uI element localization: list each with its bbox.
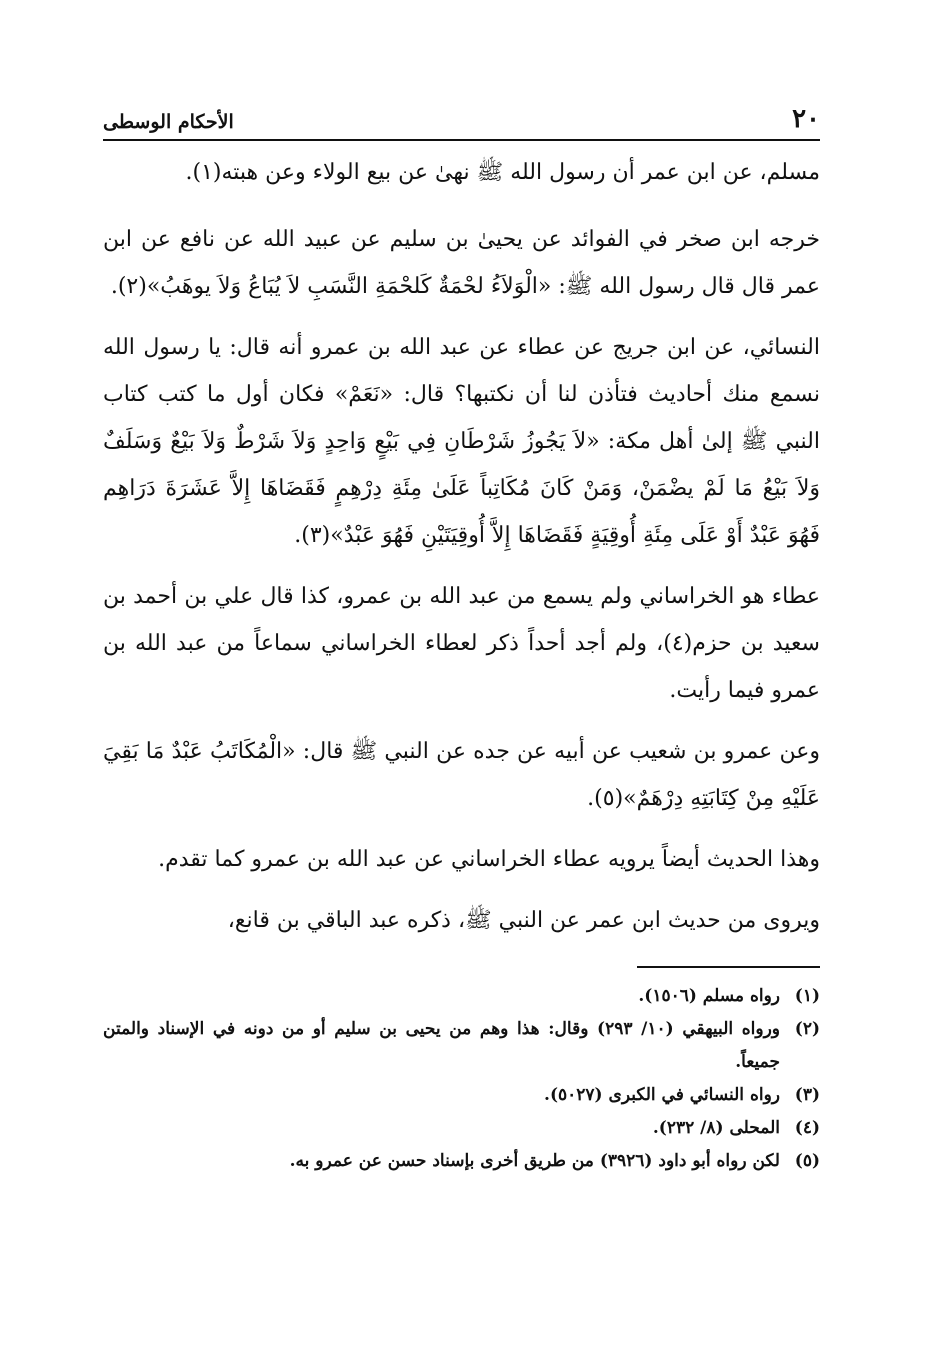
footnote [103, 980, 820, 1013]
footnote-text: ورواه البيهقي (١٠/ ٢٩٣) وقال: هذا وهم من يحيى بن سليم أو من دونه في الإسناد والمتن جميعاً. [103, 1019, 780, 1072]
book-title: الأحكام الوسطى [103, 111, 234, 133]
footnote-number: (٣) [794, 1085, 820, 1105]
running-head [103, 95, 820, 141]
paragraph: ويروى من حديث ابن عمر عن النبي ﷺ، ذكره عبد الباقي بن قانع، [227, 908, 820, 933]
footnote [103, 1079, 820, 1112]
footnote-number: (٥) [794, 1151, 820, 1171]
footnote [103, 1112, 820, 1145]
footnote-text: المحلى (٨/ ٢٣٢). [652, 1118, 780, 1138]
footnote [103, 1145, 820, 1178]
paragraph: خرجه ابن صخر في الفوائد عن يحيىٰ بن سليم عن عبيد الله عن نافع عن ابن عمر قال قال رسول الله ﷺ: «الْوَلاَءُ لحْمَةٌ كَلحْمَةِ النَّسَبِ لاَ يُبَاعُ وَلاَ يوهَبُ»(٢). [103, 227, 820, 299]
main-text [103, 149, 820, 944]
footnote-divider [637, 966, 820, 968]
footnote-text: لكن رواه أبو داود (٣٩٢٦) من طريق أخرى بإسناد حسن عن عمرو به. [289, 1151, 780, 1171]
footnote-number: (٢) [794, 1019, 820, 1039]
paragraph: وعن عمرو بن شعيب عن أبيه عن جده عن النبي ﷺ قال: «الْمُكَاتَبُ عَبْدٌ مَا بَقِيَ عَلَيْهِ مِنْ كِتَابَتِهِ دِرْهَمٌ»(٥). [103, 739, 820, 811]
page-number: ٢٠ [792, 104, 820, 134]
footnote [103, 1013, 820, 1079]
paragraph: وهذا الحديث أيضاً يرويه عطاء الخراساني عن عبد الله بن عمرو كما تقدم. [158, 847, 820, 872]
book-page [103, 95, 820, 1295]
paragraph: مسلم، عن ابن عمر أن رسول الله ﷺ نهىٰ عن بيع الولاء وعن هبته(١). [185, 160, 820, 185]
footnotes [103, 980, 820, 1178]
paragraph: عطاء هو الخراساني ولم يسمع من عبد الله بن عمرو، كذا قال علي بن أحمد بن سعيد بن حزم(٤)، ولم أجد أحداً ذكر لعطاء الخراساني سماعاً من عبد الله بن عمرو فيما رأيت. [103, 584, 820, 703]
footnote-number: (٤) [794, 1118, 820, 1138]
paragraph: النسائي، عن ابن جريج عن عطاء عن عبد الله بن عمرو أنه قال: يا رسول الله نسمع منك أحاديث فتأذن لنا أن نكتبها؟ قال: «نَعَمْ» فكان أول ما كتب كتاب النبي ﷺ إلىٰ أهل مكة: «لاَ يَجُوزُ شَرْطَانِ فِي بَيْعٍ وَاحِدٍ وَلاَ شَرْطٌ وَلاَ بَيْعٌ وَسَلَفٌ وَلاَ بَيْعُ مَا لَمْ يضْمَنْ، وَمَنْ كَانَ مُكَاتِباً عَلَىٰ مِئَةِ دِرْهِمٍ فَقَضَاهَا إِلاَّ عَشَرَةَ دَرَاهِم فَهُوَ عَبْدٌ أَوْ عَلَى مِئَةِ أُوقِيَةٍ فَقَضَاهَا إِلاَّ أُوقِيَتَيْنِ فَهُوَ عَبْدٌ»(٣). [103, 335, 820, 548]
footnote-text: رواه النسائي في الكبرى (٥٠٢٧). [544, 1085, 780, 1105]
footnote-number: (١) [794, 986, 820, 1006]
footnote-text: رواه مسلم (١٥٠٦). [638, 986, 780, 1006]
